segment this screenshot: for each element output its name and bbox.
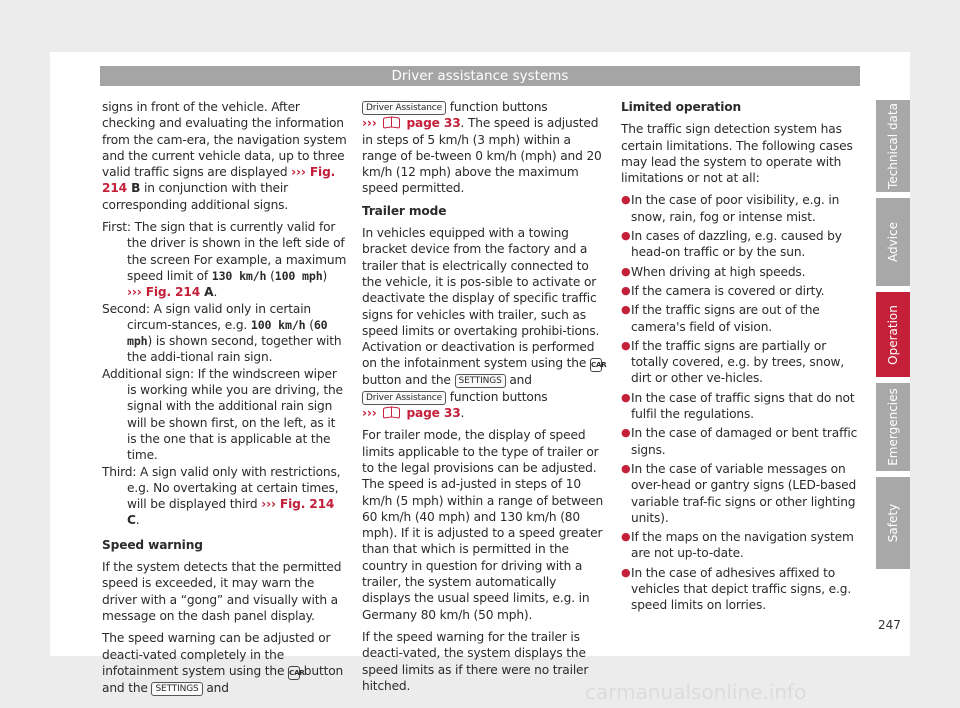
tab-operation[interactable]: Operation xyxy=(876,292,910,377)
fig-ref-link[interactable]: ››› Fig. 214 xyxy=(102,165,336,196)
list-item: ● If the camera is covered or dirty. xyxy=(621,283,825,298)
speed-warning-heading: Speed warning xyxy=(102,537,203,552)
driver-assistance-key: Driver Assistance xyxy=(362,101,446,115)
book-icon xyxy=(382,116,400,128)
section-header: Driver assistance systems xyxy=(100,66,860,86)
settings-key: SETTINGS xyxy=(151,682,202,696)
speed-warning-settings-paragraph: The speed warning can be adjusted or deacti-vated completely in the infotainment system using the CAR button and the SETTINGS and xyxy=(102,631,344,695)
def-additional: Additional sign: If the windscreen wiper is working while you are driving, the signal with the additional rain sign will be shown first, on the left, as it is the one that is applicable at the time. xyxy=(102,366,343,463)
bullet-icon: ● xyxy=(621,264,631,278)
list-item: ● In the case of poor visibility, e.g. in snow, rain, fog or intense mist. xyxy=(621,193,840,224)
trailer-mode-paragraph: In vehicles equipped with a towing bracket device from the factory and a trailer that is electrically connected to the vehicle, it is pos-sible to activate or deactivate the display of specific traffic signs for vehicles with trailer, such as speed limits or overtaking prohibi-tions. Activation or deactivation is performed on the infotainment system using the CAR button and the SETTINGS and Driver Assistance function buttons ››› page 33. xyxy=(362,226,607,421)
bullet-icon: ● xyxy=(621,283,631,297)
list-item: ● When driving at high speeds. xyxy=(621,264,806,279)
bullet-icon: ● xyxy=(621,426,631,440)
page-ref-link[interactable]: page 33 xyxy=(402,406,461,421)
def-first: First: The sign that is currently valid for the driver is shown in the left side of the screen For example, a maximum speed limit of 130 km/h (100 mph) ››› Fig. 214 A. xyxy=(102,220,347,300)
list-item: ● In the case of adhesives affixed to vehicles that depict traffic signs, e.g. speed limits on lorries. xyxy=(621,565,852,613)
car-key-icon: CAR xyxy=(288,666,300,680)
speed-warning-paragraph: If the system detects that the permitted speed is exceeded, it may warn the driver with a “gong” and visually with a message on the dash panel display. xyxy=(102,560,342,623)
fig-ref-link[interactable]: ››› Fig. 214 xyxy=(127,285,201,300)
limited-operation-heading: Limited operation xyxy=(621,100,741,114)
list-item: ● If the traffic signs are out of the camera's field of vision. xyxy=(621,303,820,334)
driver-assistance-key: Driver Assistance xyxy=(362,391,446,405)
tab-safety[interactable]: Safety xyxy=(876,477,910,569)
list-item: ● In the case of traffic signs that do not fulfil the regulations. xyxy=(621,390,855,422)
list-item: ● In cases of dazzling, e.g. caused by head-on traffic or by the sun. xyxy=(621,229,842,260)
sign-order-list xyxy=(102,219,347,529)
column-1 xyxy=(102,99,347,702)
book-icon xyxy=(382,406,400,418)
bullet-icon: ● xyxy=(621,338,631,352)
limitations-list xyxy=(621,192,866,613)
limited-operation-intro: The traffic sign detection system has certain limitations. The following cases may lead the system to operate with limitations or not at all: xyxy=(621,122,853,186)
page-ref-link[interactable]: page 33 xyxy=(402,116,461,131)
intro-paragraph: signs in front of the vehicle. After checking and evaluating the information from the cam-era, the navigation system and the current vehicle data, up to three valid traffic signs are displayed ››› Fig. 214 B in conjunction with their corresponding additional signs. xyxy=(102,100,347,212)
bullet-icon: ● xyxy=(621,303,631,317)
bullet-icon: ● xyxy=(621,229,631,243)
speed-adjust-paragraph: Driver Assistance function buttons ››› page 33. The speed is adjusted in steps of 5 km/h (3 mph) within a range of be-tween 0 km/h (mph) and 20 km/h (12 mph) above the maximum speed permitted. xyxy=(362,100,602,196)
section-tabs xyxy=(876,100,910,575)
trailer-mode-heading: Trailer mode xyxy=(362,203,447,218)
bullet-icon: ● xyxy=(621,565,631,579)
bullet-icon: ● xyxy=(621,193,631,207)
column-3 xyxy=(621,99,866,617)
list-item: ● In the case of damaged or bent traffic signs. xyxy=(621,426,858,457)
tab-advice[interactable]: Advice xyxy=(876,198,910,286)
car-key-icon: CAR xyxy=(590,358,602,372)
list-item: ● If the maps on the navigation system are not up-to-date. xyxy=(621,530,854,561)
bullet-icon: ● xyxy=(621,390,631,404)
page-number: 247 xyxy=(878,618,901,632)
bullet-icon: ● xyxy=(621,461,631,475)
def-second: Second: A sign valid only in certain circum-stances, e.g. 100 km/h (60 mph) is shown second, together with the addi-tional rain sign. xyxy=(102,301,342,365)
def-third: Third: A sign valid only with restrictions, e.g. No overtaking at certain times, will be displayed third ››› Fig. 214 C. xyxy=(102,464,341,528)
settings-key: SETTINGS xyxy=(455,374,506,388)
watermark: carmanualsonline.info xyxy=(585,680,807,704)
fig-ref-link[interactable]: ››› Fig. 214 xyxy=(261,497,335,512)
tab-emergencies[interactable]: Emergencies xyxy=(876,383,910,471)
tab-technical-data[interactable]: Technical data xyxy=(876,100,910,192)
list-item: ● In the case of variable messages on over-head or gantry signs (LED-based variable traf-fic signs or other lighting units). xyxy=(621,461,857,525)
list-item: ● If the traffic signs are partially or totally covered, e.g. by trees, snow, dirt or other ve-hicles. xyxy=(621,338,845,386)
trailer-speed-paragraph: For trailer mode, the display of speed limits applicable to the type of trailer or to the legal provisions can be adjusted. The speed is ad-justed in steps of 10 km/h (5 mph) within a range of between 60 km/h (40 mph) and 130 km/h (80 mph). If it is adjusted to a speed greater than that which is permitted in the country in question for driving with a trailer, the system automatically displays the usual speed limits, e.g. in Germany 80 km/h (50 mph). xyxy=(362,428,604,622)
bullet-icon: ● xyxy=(621,530,631,544)
column-2 xyxy=(362,99,607,700)
trailer-deactivated-paragraph: If the speed warning for the trailer is deacti-vated, the system displays the speed limits as if there were no trailer hitched. xyxy=(362,629,589,693)
